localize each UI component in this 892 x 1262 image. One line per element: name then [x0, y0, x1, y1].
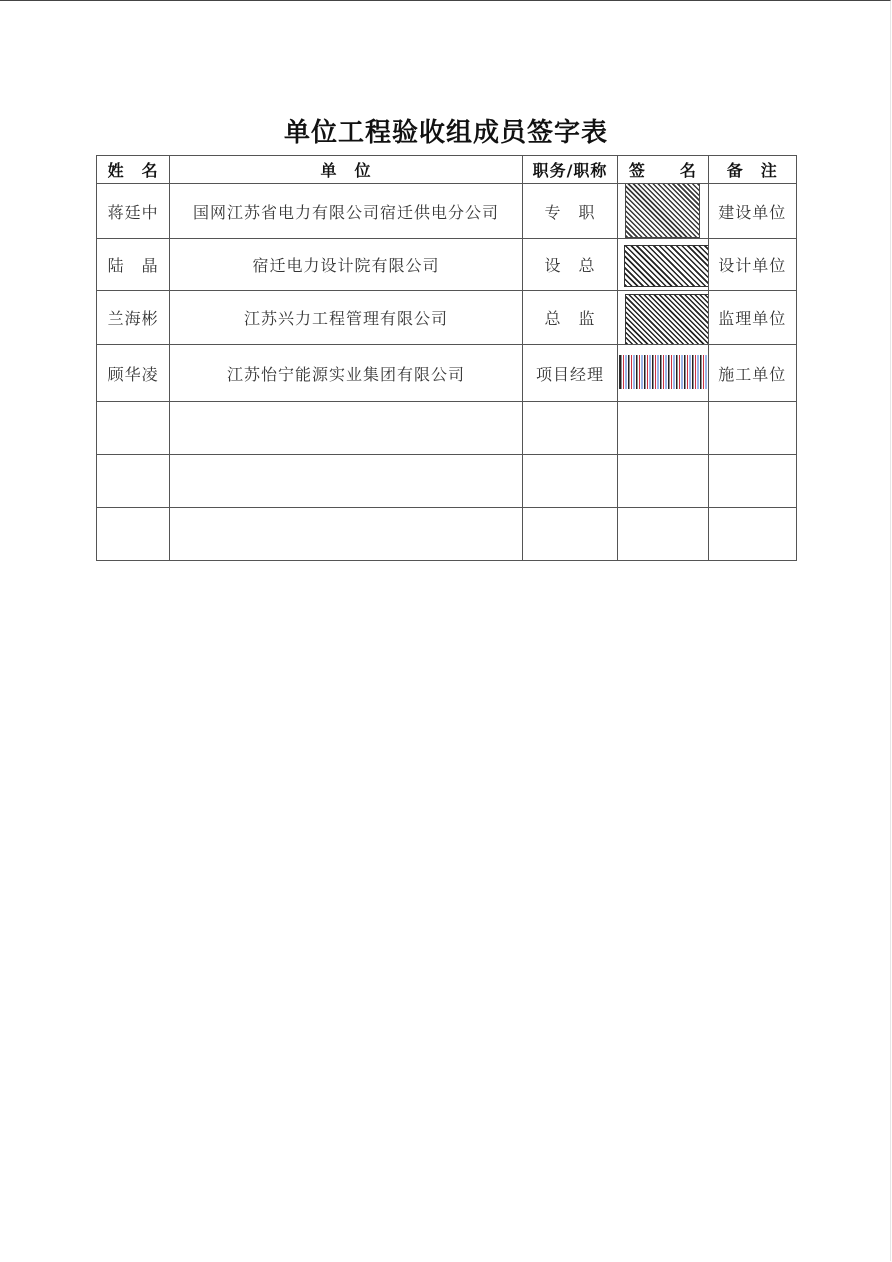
cell-remark: 施工单位 — [708, 345, 796, 402]
cell-signature — [618, 291, 708, 345]
cell-unit: 江苏兴力工程管理有限公司 — [170, 291, 523, 345]
cell-name — [97, 402, 170, 455]
cell-unit: 宿迁电力设计院有限公司 — [170, 239, 523, 291]
cell-unit — [170, 455, 523, 508]
header-remark: 备 注 — [708, 156, 796, 184]
signature-table — [96, 155, 797, 561]
cell-signature — [618, 455, 708, 508]
cell-name — [97, 455, 170, 508]
table-row — [97, 184, 797, 239]
cell-unit: 国网江苏省电力有限公司宿迁供电分公司 — [170, 184, 523, 239]
signature-image — [625, 294, 708, 345]
table-header-row — [97, 156, 797, 184]
signature-image — [619, 355, 708, 389]
cell-role — [522, 402, 617, 455]
cell-name: 兰海彬 — [97, 291, 170, 345]
table-row — [97, 345, 797, 402]
cell-remark — [708, 455, 796, 508]
header-name: 姓 名 — [97, 156, 170, 184]
cell-remark — [708, 508, 796, 561]
cell-role: 设 总 — [522, 239, 617, 291]
cell-unit — [170, 402, 523, 455]
cell-name — [97, 508, 170, 561]
cell-role: 专 职 — [522, 184, 617, 239]
document-title: 单位工程验收组成员签字表 — [283, 118, 608, 148]
signature-image — [624, 245, 708, 287]
cell-name: 陆 晶 — [97, 239, 170, 291]
cell-role: 项目经理 — [522, 345, 617, 402]
cell-remark: 设计单位 — [708, 239, 796, 291]
cell-remark: 监理单位 — [708, 291, 796, 345]
cell-remark — [708, 402, 796, 455]
cell-signature — [618, 345, 708, 402]
cell-remark: 建设单位 — [708, 184, 796, 239]
table-row — [97, 508, 797, 561]
table-row — [97, 402, 797, 455]
header-signature: 签 名 — [618, 156, 708, 184]
signature-image — [625, 184, 700, 239]
table-row — [97, 455, 797, 508]
cell-name: 顾华凌 — [97, 345, 170, 402]
table-row — [97, 291, 797, 345]
table-row — [97, 239, 797, 291]
cell-role — [522, 455, 617, 508]
cell-signature — [618, 508, 708, 561]
cell-signature — [618, 402, 708, 455]
cell-unit — [170, 508, 523, 561]
cell-role: 总 监 — [522, 291, 617, 345]
cell-name: 蒋廷中 — [97, 184, 170, 239]
cell-role — [522, 508, 617, 561]
cell-signature — [618, 184, 708, 239]
cell-unit: 江苏怡宁能源实业集团有限公司 — [170, 345, 523, 402]
header-unit: 单 位 — [170, 156, 523, 184]
header-role: 职务/职称 — [522, 156, 617, 184]
cell-signature — [618, 239, 708, 291]
